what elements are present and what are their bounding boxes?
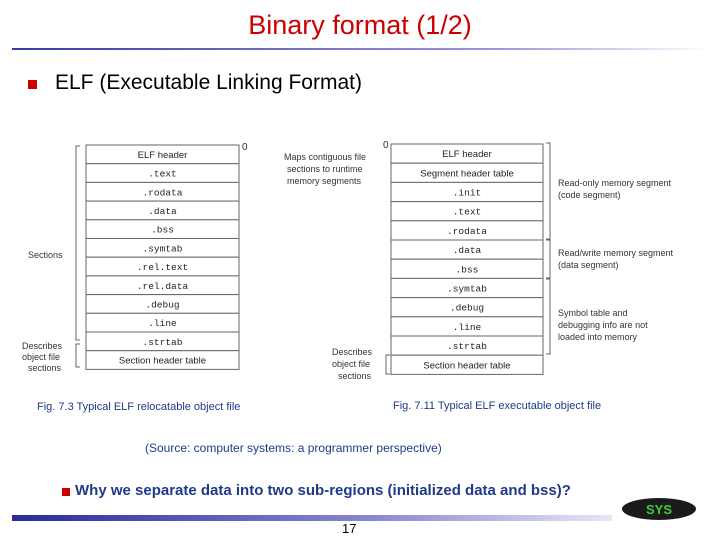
left-row-label: .symtab (142, 243, 183, 255)
slide-title: Binary format (1/2) (248, 10, 472, 40)
left-describes-line3: sections (28, 363, 62, 373)
left-section-boxes (86, 145, 239, 369)
right-row-label: .line (452, 321, 482, 333)
left-row-label: .rel.text (136, 262, 189, 274)
right-describes-line3: sections (338, 371, 372, 381)
right-describes-line1: Describes (332, 347, 373, 357)
left-describes-bracket (76, 344, 80, 367)
left-describes-line2: object file (22, 352, 61, 362)
left-row-label: .rel.data (136, 280, 189, 292)
left-row-label: .bss (151, 224, 174, 236)
left-row-label: .data (148, 205, 177, 217)
right-row-label: .strtab (447, 341, 487, 353)
left-row-label: ELF header (137, 149, 188, 161)
left-maps-line2: sections to runtime (287, 164, 363, 174)
right-row-label: Segment header table (420, 168, 514, 180)
source-citation: (Source: computer systems: a programmer perspective) (145, 441, 442, 455)
lab-logo-icon (620, 496, 698, 522)
symbol-line2: debugging info are not (558, 320, 648, 330)
right-figure-caption: Fig. 7.11 Typical ELF executable object file (393, 400, 602, 412)
right-row-label: .init (452, 187, 482, 199)
left-sections-label: Sections (28, 250, 63, 260)
left-row-label: .debug (145, 299, 180, 311)
bullet-square-icon (62, 488, 70, 496)
right-describes-line2: object file (332, 359, 371, 369)
left-row-label: .rodata (142, 187, 183, 199)
symbol-line3: loaded into memory (558, 332, 638, 342)
left-maps-line3: memory segments (287, 176, 362, 186)
right-row-label: Section header table (423, 360, 511, 372)
left-row-label: Section header table (118, 355, 207, 367)
right-describes-bracket (386, 355, 390, 374)
left-figure-caption: Fig. 7.3 Typical ELF relocatable object file (37, 401, 241, 413)
left-maps-line1: Maps contiguous file (284, 152, 367, 162)
executable-object-figure (332, 140, 674, 381)
left-row-label: .text (148, 168, 177, 180)
bullet-question: Why we separate data into two sub-regions (initialized data and bss)? (75, 482, 571, 499)
relocatable-object-figure (22, 142, 366, 373)
symbol-line1: Symbol table and (558, 308, 628, 318)
readwrite-line2: (data segment) (558, 260, 619, 270)
left-describes-line1: Describes (22, 341, 63, 351)
readonly-line1: Read-only memory segment (558, 178, 672, 188)
page-number: 17 (342, 521, 357, 536)
left-sections-bracket (76, 146, 80, 340)
readonly-bracket (546, 143, 550, 239)
bottom-divider (12, 515, 612, 521)
right-row-label: .rodata (447, 225, 487, 237)
right-offset-zero: 0 (383, 140, 389, 151)
right-section-boxes (391, 144, 543, 374)
left-row-label: .strtab (142, 336, 183, 348)
right-row-label: .data (452, 245, 482, 257)
logo-text: SYS (645, 502, 673, 517)
symbol-bracket (546, 279, 550, 354)
readwrite-line1: Read/write memory segment (558, 248, 674, 258)
bullet-elf: ELF (Executable Linking Format) (55, 71, 362, 94)
right-row-label: .bss (455, 264, 479, 276)
right-row-label: ELF header (442, 149, 492, 161)
right-row-label: .debug (449, 302, 485, 314)
left-offset-zero: 0 (242, 142, 248, 153)
readonly-line2: (code segment) (558, 190, 621, 200)
right-row-label: .symtab (447, 283, 487, 295)
left-row-label: .line (148, 318, 177, 330)
right-row-label: .text (452, 206, 482, 218)
readwrite-bracket (546, 240, 550, 278)
